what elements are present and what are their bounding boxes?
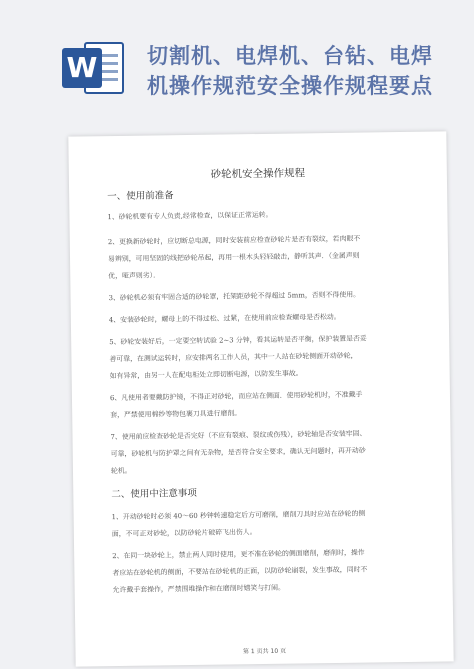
body-line: 2、更换新砂轮时，应切断总电源，同时安装前应检查砂轮片是否有裂纹，若肉眼不 [107,234,361,247]
body-line: 可靠，砂轮机与防护罩之间有无杂物，是否符合安全要求，确认无问题时，再开动砂 [110,446,366,459]
body-line: 5、砂轮安装好后，一定要空转试验 2~3 分钟，看其运转是否平衡，保护装置是否妥 [109,334,367,347]
body-line: 如有异常，由另一人在配电柜处立即切断电源，以防发生事故。 [109,369,303,381]
body-line: 1、开动砂轮时必须 40～60 秒钟转速稳定后方可磨削，磨削刀具时应站在砂轮的侧 [111,509,366,522]
document-page [68,131,453,666]
body-line: 轮机。 [110,466,132,476]
body-line: 面，不可正对砂轮，以防砂轮片破碎飞出伤人。 [111,528,257,539]
document-title: 砂轮机安全操作规程 [210,167,306,181]
body-line: 1、砂轮机要有专人负责,经常检查，以保证正常运转。 [107,210,273,222]
section-heading-2: 二、使用中注意事项 [111,487,197,501]
page-title-line-2: 机操作规范安全操作规程要点 [147,74,433,98]
title-banner [0,0,474,112]
body-line: 7、使用前应检查砂轮是否完好（不应有裂痕、裂纹或伤残），砂轮轴是否安装牢固、 [110,429,367,442]
body-line: 允许戴手套操作，严禁围堆操作和在磨削时嬉笑与打闹。 [112,583,285,595]
body-line: 6、凡使用者要戴防护镜，不得正对砂轮，而应站在侧面．使用砂轮机时，不准戴手 [109,390,363,403]
body-line: 2、在同一块砂轮上，禁止两人同时使用，更不准在砂轮的侧面磨削，磨削时，操作 [112,548,365,561]
body-line: 者应站在砂轮机的侧面，不要站在砂轮机的正面，以防砂轮崩裂，发生事故，同时不 [112,565,368,578]
body-line: 善可靠，在测试运转时，应安排两名工作人员，其中一人站在砂轮侧面开动砂轮， [109,351,358,364]
word-letter-badge: W [62,48,102,88]
body-line: 套，严禁使用棉纱等物包裹刀具进行磨削。 [110,409,242,420]
body-line: 优，哑声则劣）． [108,271,161,281]
body-line: 3、砂轮机必须有牢固合适的砂轮罩，托架距砂轮不得超过 5mm，否则不得使用。 [108,290,361,303]
section-heading-1: 一、使用前准备 [107,190,174,203]
body-line: 易辨别，可用坚固的线把砂轮吊起，再用一根木头轻轻敲击，静听其声．（金属声则 [107,251,360,264]
page-number: 第 1 页共 10 页 [242,647,287,656]
page-title-line-1: 切割机、电焊机、台钻、电焊 [147,44,433,68]
body-line: 4、安装砂轮时，螺母上的不得过松、过紧，在使用前应检查螺母是否松动。 [108,312,341,325]
word-document-icon [62,38,128,98]
